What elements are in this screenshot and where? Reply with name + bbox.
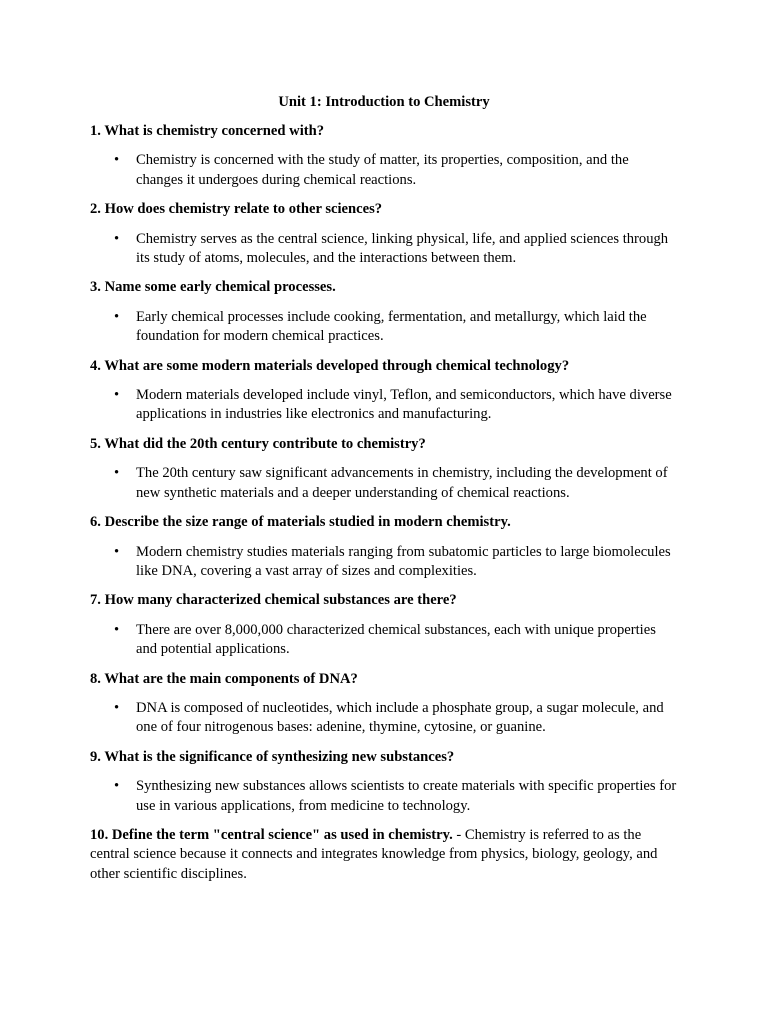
answer-6-text: Modern chemistry studies materials ranging from subatomic particles to large biomolecules like DNA, covering a vast array of sizes and complexities. (136, 543, 671, 579)
bullet-icon: • (114, 152, 120, 169)
answer-list-2 (90, 230, 678, 269)
question-9: 9. What is the significance of synthesizing new substances? (90, 748, 455, 765)
qa-item-6 (90, 513, 678, 581)
question-4: 4. What are some modern materials developed through chemical technology? (90, 357, 570, 374)
answer-list-7 (90, 621, 678, 660)
qa-item-1 (90, 122, 678, 190)
answer-list-9 (90, 777, 678, 816)
qa-item-7 (90, 591, 678, 659)
bullet-icon: • (114, 699, 120, 716)
question-6: 6. Describe the size range of materials studied in modern chemistry. (90, 514, 511, 531)
answer-3-text: Early chemical processes include cooking, fermentation, and metallurgy, which laid the foundation for modern chemical practices. (136, 308, 647, 345)
bullet-icon: • (114, 387, 120, 404)
document-page (90, 93, 678, 884)
answer-4-text: Modern materials developed include vinyl, Teflon, and semiconductors, which have diverse applications in industries like electronics and manufacturing. (136, 387, 672, 423)
bullet-icon: • (114, 543, 120, 560)
qa-item-3 (90, 278, 678, 346)
answer-9 (114, 777, 678, 816)
qa-item-2 (90, 200, 678, 268)
bullet-icon: • (114, 465, 120, 482)
question-7: 7. How many characterized chemical substances are there? (90, 592, 457, 609)
answer-3 (114, 308, 678, 347)
qa-item-4 (90, 357, 678, 425)
question-5: 5. What did the 20th century contribute to chemistry? (90, 435, 426, 452)
answer-list-3 (90, 308, 678, 347)
answer-8-text: DNA is composed of nucleotides, which include a phosphate group, a sugar molecule, and one of four nitrogenous bases: adenine, thymine, cytosine, or guanine. (136, 699, 664, 736)
answer-5-text: The 20th century saw significant advancements in chemistry, including the development of new synthetic materials and a deeper understanding of chemical reactions. (136, 465, 668, 501)
bullet-icon: • (114, 308, 120, 325)
question-3: 3. Name some early chemical processes. (90, 279, 336, 296)
answer-9-text: Synthesizing new substances allows scientists to create materials with specific properties for use in various applications, from medicine to technology. (136, 778, 677, 814)
question-1: 1. What is chemistry concerned with? (90, 123, 325, 139)
answer-2 (114, 230, 678, 269)
question-2: 2. How does chemistry relate to other sciences? (90, 201, 383, 218)
qa-item-5 (90, 435, 678, 503)
answer-7 (114, 621, 678, 660)
bullet-icon: • (114, 778, 120, 795)
bullet-icon: • (114, 230, 120, 247)
qa-item-9 (90, 748, 678, 816)
answer-7-text: There are over 8,000,000 characterized chemical substances, each with unique properties and potential applications. (136, 621, 656, 658)
answer-list-8 (90, 699, 678, 738)
answer-list-5 (90, 464, 678, 503)
answer-1 (114, 151, 678, 190)
answer-2-text: Chemistry serves as the central science, linking physical, life, and applied sciences through its study of atoms, molecules, and the interactions between them. (136, 230, 669, 267)
document-title: Unit 1: Introduction to Chemistry (278, 94, 490, 110)
answer-1-text: Chemistry is concerned with the study of matter, its properties, composition, and the changes it undergoes during chemical reactions. (136, 152, 629, 188)
bullet-icon: • (114, 621, 120, 638)
question-8: 8. What are the main components of DNA? (90, 670, 358, 687)
answer-10-text: - Chemistry is referred to as the central science because it connects and integrates knowledge from physics, biology, geology, and other scientific disciplines. (90, 826, 658, 882)
answer-list-6 (90, 543, 678, 582)
answer-list-4 (90, 386, 678, 425)
qa-item-8 (90, 670, 678, 738)
answer-5 (114, 464, 678, 503)
answer-list-1 (90, 151, 678, 190)
answer-6 (114, 543, 678, 582)
answer-4 (114, 386, 678, 425)
qa-item-10 (90, 826, 678, 884)
answer-8 (114, 699, 678, 738)
question-10: 10. Define the term "central science" as used in chemistry. (90, 826, 453, 843)
